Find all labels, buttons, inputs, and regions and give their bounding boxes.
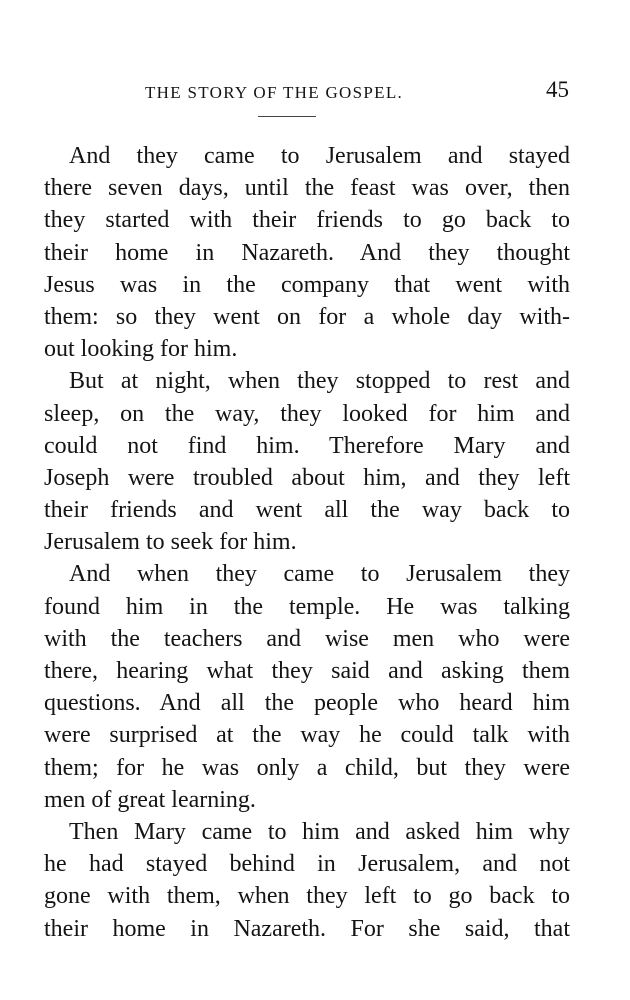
paragraph-4 <box>44 816 570 945</box>
text-line: men of great learning. <box>44 786 256 813</box>
text-line: their home in Nazareth. And they thought <box>44 239 570 266</box>
text-line: their home in Nazareth. For she said, that <box>44 915 570 942</box>
text-line: Then Mary came to him and asked him why <box>69 818 570 845</box>
text-line: And they came to Jerusalem and stayed <box>69 143 570 169</box>
text-line: Jerusalem to seek for him. <box>44 529 297 556</box>
paragraph-3 <box>44 558 570 816</box>
running-head: THE STORY OF THE GOSPEL. <box>145 83 404 102</box>
text-line: questions. And all the people who heard him <box>44 690 570 717</box>
text-line: them: so they went on for a whole day with- <box>44 303 570 330</box>
text-line: with the teachers and wise men who were <box>44 625 570 652</box>
text-line: Jesus was in the company that went with <box>44 271 570 298</box>
paragraph-2 <box>44 365 570 558</box>
text-line: found him in the temple. He was talking <box>44 593 570 620</box>
text-line: there seven days, until the feast was over, then <box>44 175 570 202</box>
text-line: were surprised at the way he could talk with <box>44 722 570 749</box>
paragraph-1 <box>44 140 570 365</box>
text-line: there, hearing what they said and asking them <box>44 658 570 684</box>
text-line: their friends and went all the way back to <box>44 497 570 524</box>
text-line: And when they came to Jerusalem they <box>69 561 570 588</box>
text-line: sleep, on the way, they looked for him and <box>44 400 570 427</box>
text-line: could not find him. Therefore Mary and <box>44 432 570 459</box>
body-text <box>44 140 570 945</box>
text-line: But at night, when they stopped to rest and <box>69 368 570 395</box>
page-number: 45 <box>546 77 569 102</box>
text-line: he had stayed behind in Jerusalem, and not <box>44 851 570 878</box>
text-line: them; for he was only a child, but they were <box>44 754 570 781</box>
text-line: gone with them, when they left to go back to <box>44 883 570 910</box>
head-rule <box>258 116 316 117</box>
text-line: Joseph were troubled about him, and they left <box>44 464 570 491</box>
text-line: out looking for him. <box>44 336 238 363</box>
text-line: they started with their friends to go back to <box>44 207 570 234</box>
